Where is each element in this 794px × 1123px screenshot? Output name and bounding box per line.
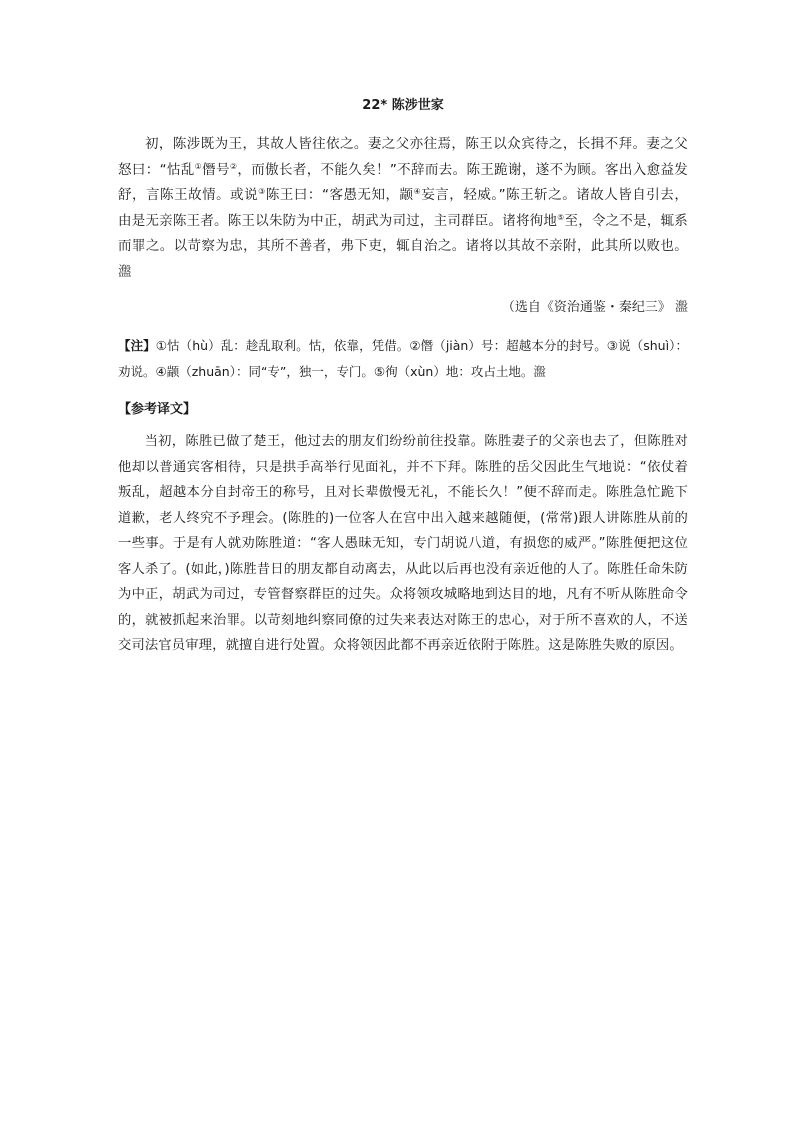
- body-segment: 陈王曰：“客愚无知，颛: [265, 187, 414, 203]
- source-citation: [118, 297, 688, 319]
- notes-text: ①怙（hù）乱：趁乱取利。怙，依靠，凭借。②僭（jiàn）号：超越本分的封号。③说（shuì）：劝说。④颛（zhuān）：同“专”，独一，专门。⑤徇（xùn）地：攻占土地。: [118, 338, 688, 379]
- body-segment: ，而傲长者，不能久矣！”不辞而去。陈王跪谢，遂不为顾。客出入愈益发舒，言陈王故情。或说: [118, 161, 689, 203]
- body-segment: 僭号: [202, 161, 230, 178]
- source-text: （选自《资治通鉴・秦纪三》: [501, 300, 671, 315]
- body-segment: 至，令之不是，辄系而罪之。以苛察为忠，其所不善者，弗下吏，辄自治之。诸将以其故不亲附，此其所以败也。: [118, 212, 688, 254]
- footnote-ref-4: ④: [413, 187, 422, 196]
- document-page: [118, 96, 688, 659]
- annotation-notes: [118, 333, 688, 385]
- footnote-ref-1: ①: [194, 161, 203, 171]
- footnote-ref-5: ⑤: [557, 212, 565, 222]
- translation-paragraph: 当初，陈胜已做了楚王，他过去的朋友们纷纷前往投靠。陈胜妻子的父亲也去了，但陈胜对他却以普通宾客相待，只是拱手高举行见面礼，并不下拜。陈胜的岳父因此生气地说：“依仗着叛乱，超越本分自封帝王的称号，且对长辈傲慢无礼，不能长久！”便不辞而走。陈胜急忙跪下道歉，老人终究不予理会。(陈胜的)一位客人在宫中出入越来越随便，(常常)跟人讲陈胜从前的一些事。于是有人就劝陈胜道：“客人愚昧无知，专门胡说八道，有损您的威严。”陈胜便把这位客人杀了。(如此，)陈胜昔日的朋友都自动离去，从此以后再也没有亲近他的人了。陈胜任命朱防为中正，胡武为司过，专管督察群臣的过失。众将领攻城略地到达目的地，凡有不听从陈胜命令的，就被抓起来治罪。以苛刻地纠察同僚的过失来表达对陈王的忠心，对于所不喜欢的人，不送交司法官员审理，就擅自进行处置。众将领因此都不再亲近依附于陈胜。这是陈胜失败的原因。: [118, 434, 688, 653]
- paragraph-end-mark: 瀊: [118, 263, 132, 280]
- body-segment: 初，陈涉既为王，其故人皆往依之。妻之父亦往焉，陈王以众宾待之，长揖不拜。妻之父怒曰：“怙乱: [118, 136, 688, 178]
- source-end-mark: 瀊: [674, 300, 688, 315]
- translation-heading: 【参考译文】: [118, 402, 197, 417]
- footnote-ref-3: ③: [258, 187, 266, 196]
- body-segment: 妄言，轻威。”陈王斩之。诸故人皆自引去，由是无亲陈王者。陈王以朱防为中正，胡武为司过，主司群臣。诸将徇地: [118, 187, 689, 229]
- footnote-ref-2: ②: [229, 161, 238, 171]
- notes-label: 【注】: [118, 338, 156, 353]
- document-title: 22* 陈涉世家: [362, 98, 444, 113]
- notes-end-mark: 瀊: [533, 364, 546, 379]
- classical-text-paragraph: [118, 132, 688, 285]
